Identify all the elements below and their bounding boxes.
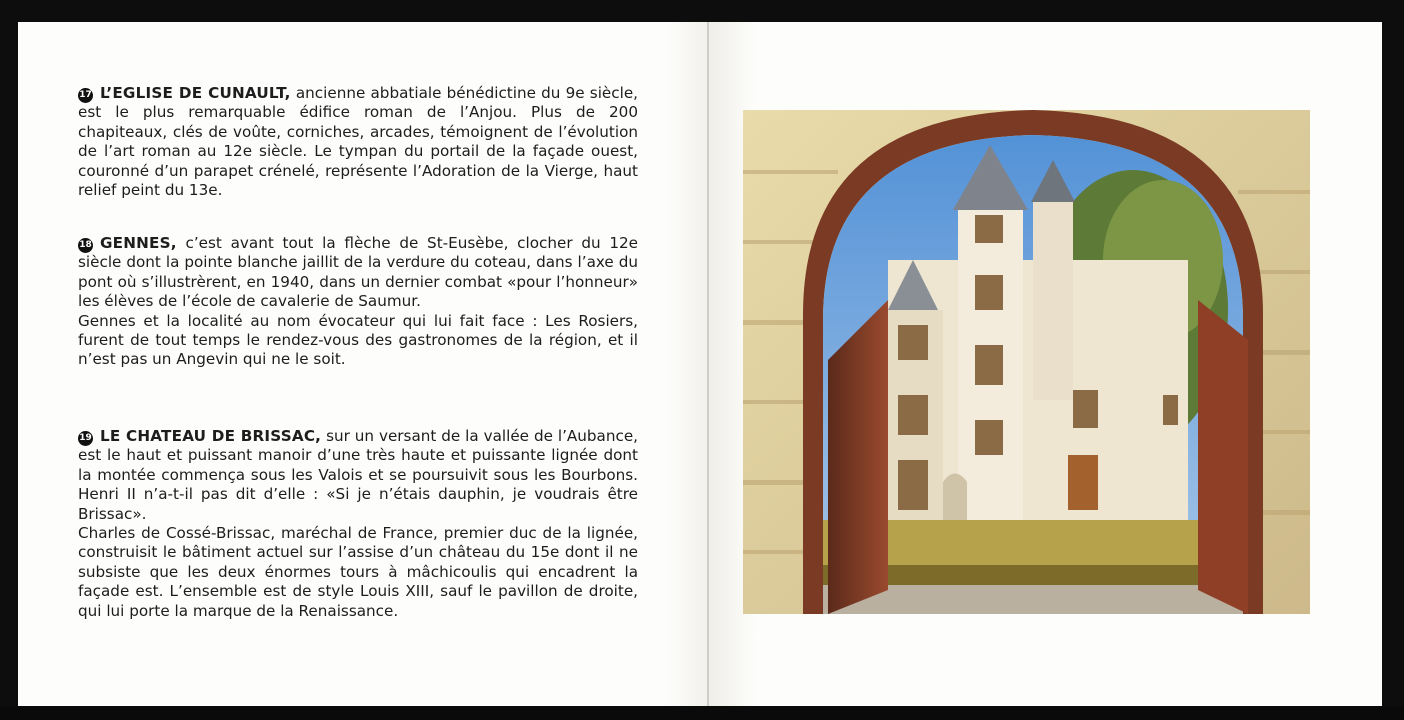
section-title: GENNES, — [100, 234, 177, 252]
castle-photo — [743, 110, 1310, 614]
section-paragraph: Charles de Cossé-Brissac, maréchal de France, premier duc de la lignée, construisit le bâtiment actuel sur l’assise d’un château du 15e dont il ne subsiste que les deux énormes tours à mâchicoulis qui encadrent la façade est. L’ensemble est de style Louis XIII, sauf le pavillon de droite, qui lui porte la marque de la Renaissance. — [78, 524, 638, 620]
section-brissac — [78, 427, 638, 621]
section-text: c’est avant tout la flèche de St-Eusèbe, clocher du 12e siècle dont la pointe blanche jaillit de la verdure du coteau, dans l’axe du pont où s’illustrèrent, en 1940, dans un dernier combat «pour l’honneur» les élèves de l’école de cavalerie de Saumur. — [78, 234, 638, 311]
section-gennes — [78, 234, 638, 370]
castle-archway-illustration — [743, 110, 1310, 614]
number-badge: 18 — [78, 238, 93, 253]
section-cunault — [78, 84, 638, 200]
number-badge: 17 — [78, 88, 93, 103]
bottom-border — [0, 706, 1404, 720]
section-text: ancienne abbatiale bénédictine du 9e siècle, est le plus remarquable édifice roman de l’Anjou. Plus de 200 chapiteaux, clés de voûte, corniches, arcades, témoignent de l’évolution de l’art roman au 12e siècle. Le tympan du portail de la façade ouest, couronné d’un parapet crénelé, représente l’Adoration de la Vierge, haut relief peint du 13e. — [78, 84, 639, 200]
left-page — [18, 22, 709, 706]
section-paragraph: Gennes et la localité au nom évocateur qui lui fait face : Les Rosiers, furent de tout temps le rendez-vous des gastronomes de la région, et il n’est pas un Angevin qui ne le soit. — [78, 311, 638, 369]
right-door — [1198, 300, 1248, 614]
section-paragraph — [78, 427, 638, 524]
section-title: L’EGLISE DE CUNAULT, — [100, 84, 291, 102]
section-text: sur un versant de la vallée de l’Aubance, est le haut et puissant manoir d’une très haute et puissante lignée dont la montée commença sous les Valois et se poursuivit sous les Bourbons. Henri II n’a-t-il pas dit d’elle : «Si je n’étais dauphin, je voudrais être Brissac». — [78, 427, 639, 523]
section-paragraph — [78, 84, 638, 200]
section-paragraph — [78, 234, 638, 312]
number-badge: 19 — [78, 431, 93, 446]
section-title: LE CHATEAU DE BRISSAC, — [100, 427, 322, 445]
